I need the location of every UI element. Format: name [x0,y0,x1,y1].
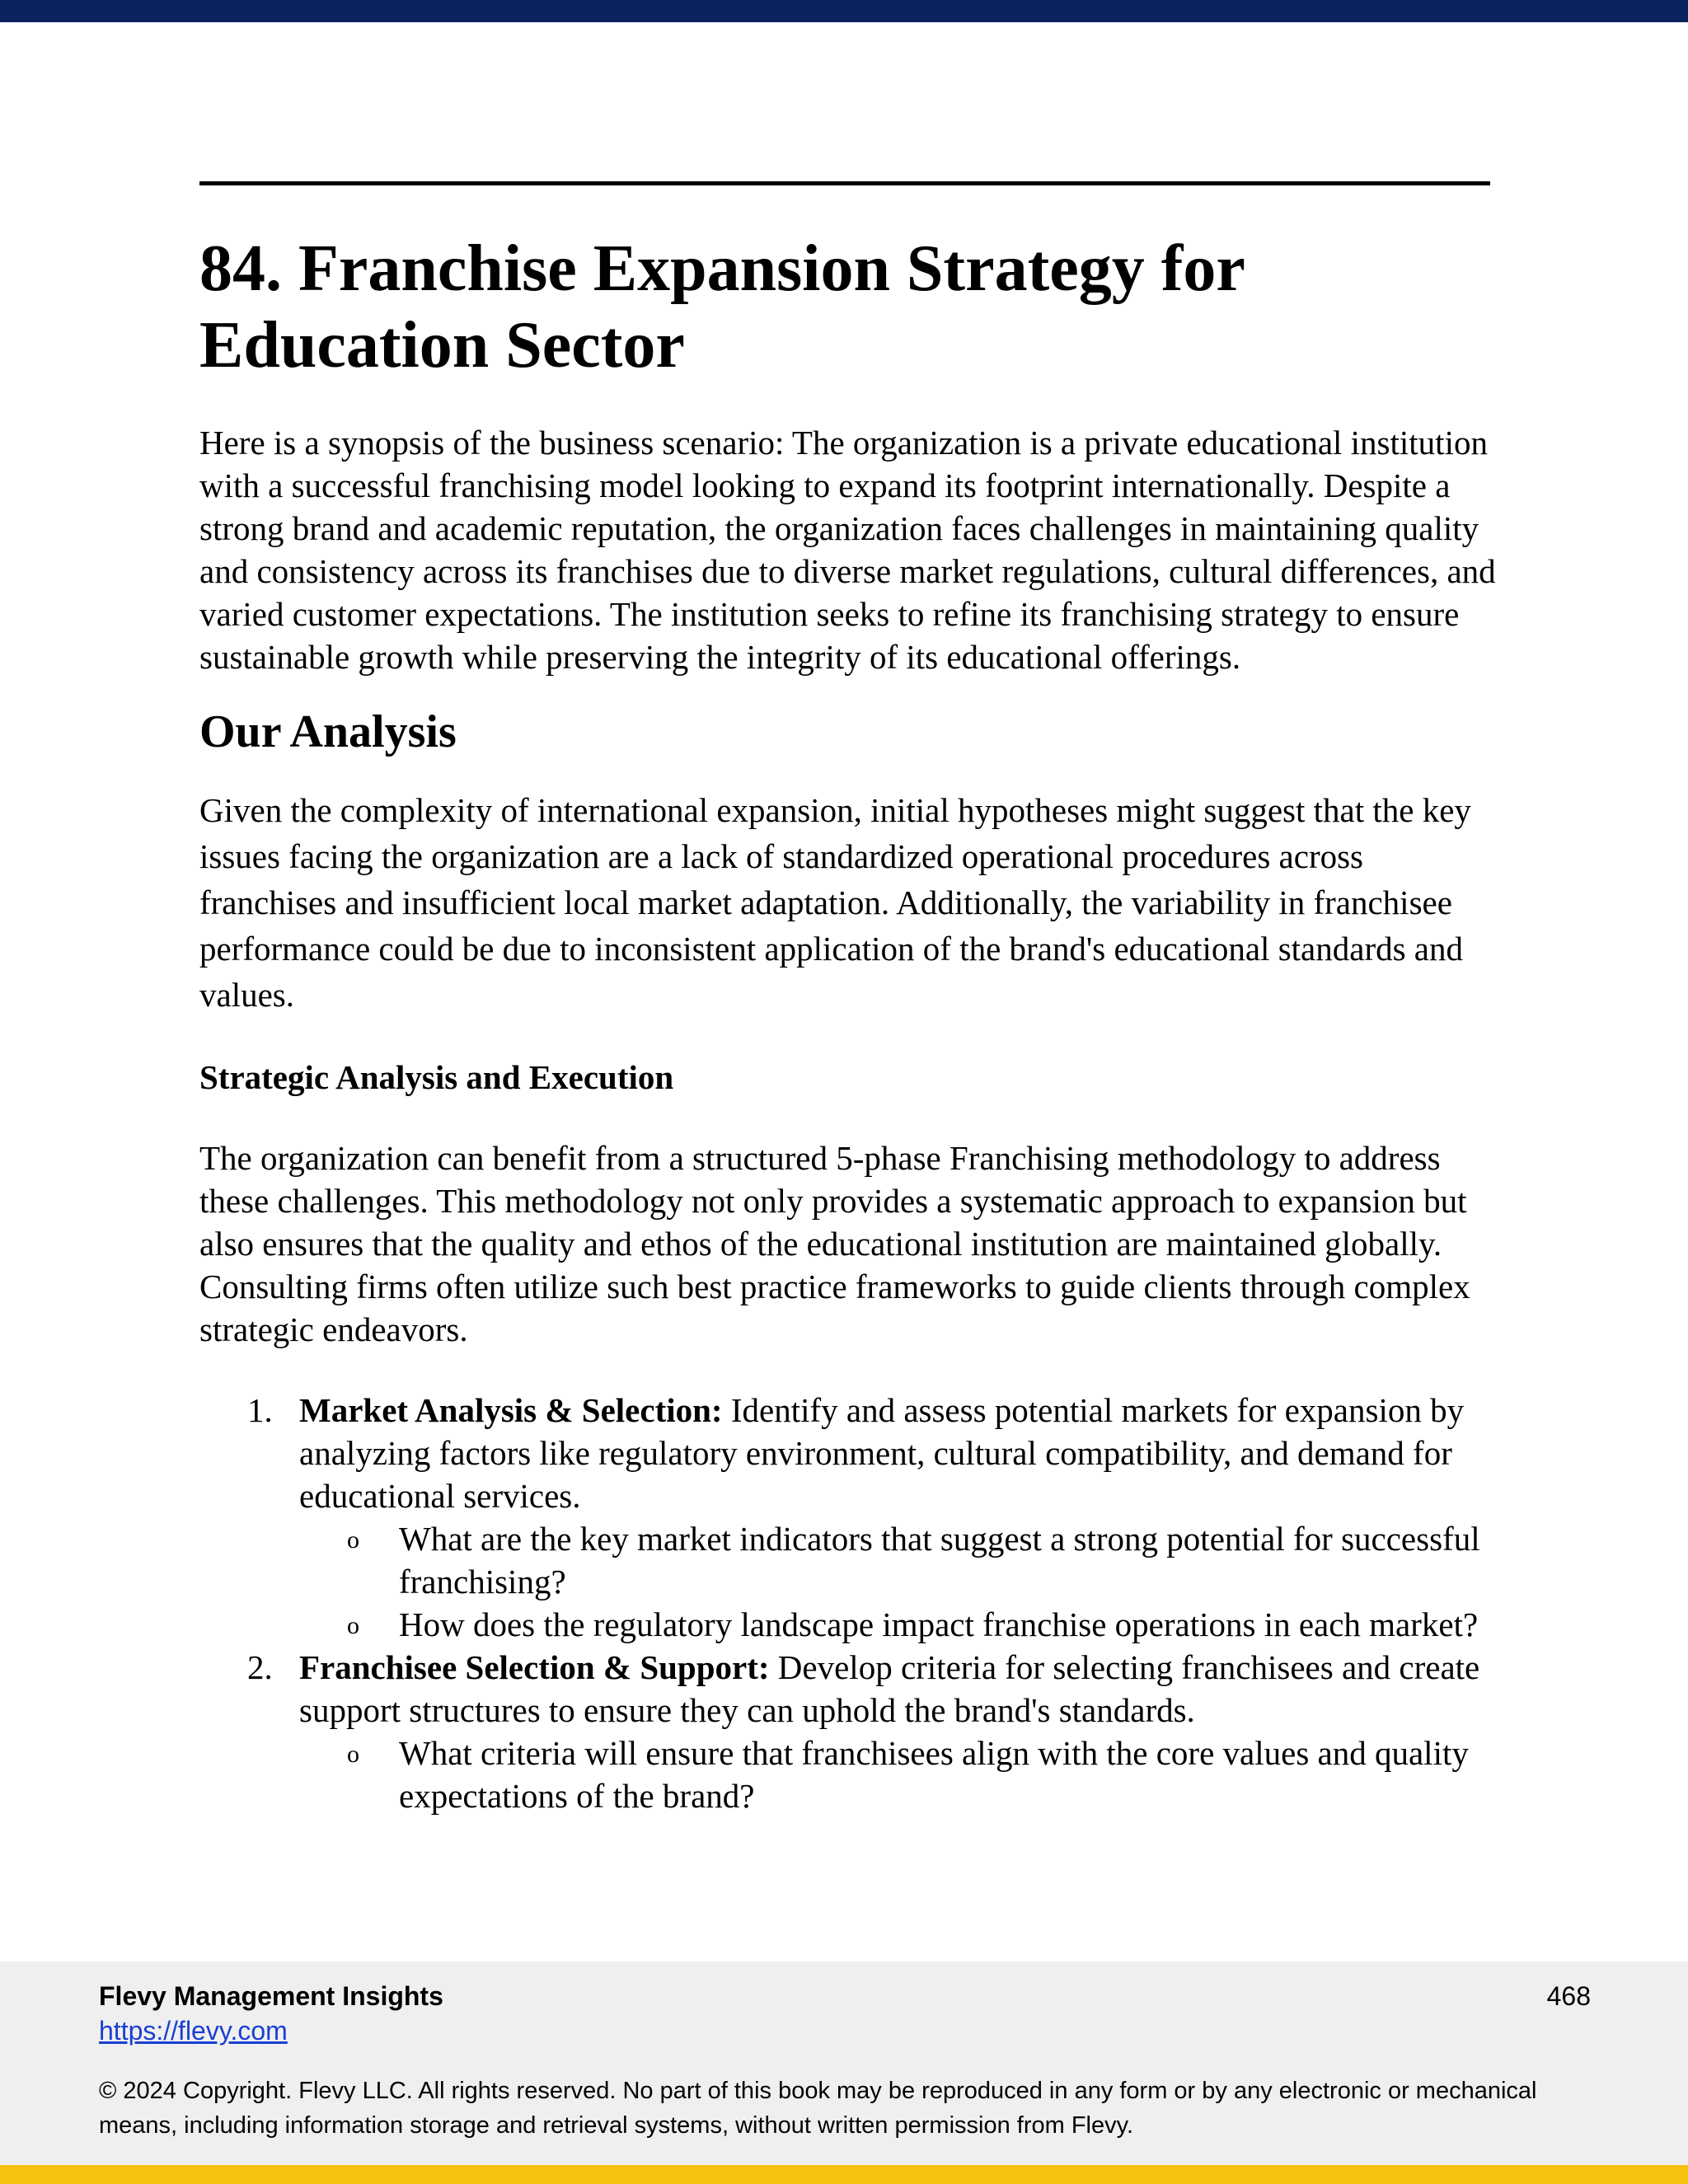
phase-list [199,1389,1502,1817]
circle-bullet-icon: o [347,1526,359,1554]
page-title: 84. Franchise Expansion Strategy for Education Sector [199,232,1245,382]
question-item [299,1517,1502,1603]
page-number: 468 [1546,1981,1591,2011]
top-color-bar [0,0,1688,22]
page-footer [0,1961,1688,2165]
analysis-paragraph: Given the complexity of international expansion, initial hypotheses might suggest that the key issues facing the organization are a lack of standardized operational procedures across franchises and insufficient local market adaptation. Additionally, the variability in franchisee performance could be due to inconsistent application of the brand's educational standards and values. [199,791,1471,1014]
phase-description: Develop criteria for selecting franchisees and create support structures to ensure they can uphold the brand's standards. [299,1648,1480,1729]
phase-item [199,1389,1502,1646]
phase-number: 2. [247,1648,273,1686]
question-item [299,1603,1502,1646]
strategic-heading: Strategic Analysis and Execution [199,1058,674,1096]
question-text: How does the regulatory landscape impact franchise operations in each market? [399,1605,1479,1643]
page-content [199,231,1502,1817]
question-list [299,1732,1502,1817]
title-divider [199,181,1490,185]
phase-name: Franchisee Selection & Support: [299,1648,770,1686]
copyright-notice: © 2024 Copyright. Flevy LLC. All rights reserved. No part of this book may be reproduced in any form or by any electronic or mechanical means, including information storage and retrieval systems, without written permission from Flevy. [99,2078,1537,2139]
question-item [299,1732,1502,1817]
phase-number: 1. [247,1391,273,1429]
synopsis-paragraph: Here is a synopsis of the business scenario: The organization is a private educational institution with a successful franchising model looking to expand its footprint internationally. Despite a strong brand and academic reputation, the organization faces challenges in maintaining quality and consistency across its franchises due to diverse market regulations, cultural differences, and varied customer expectations. The institution seeks to refine its franchising strategy to ensure sustainable growth while preserving the integrity of its educational offerings. [199,424,1496,676]
question-text: What criteria will ensure that franchisees align with the core values and quality expectations of the brand? [399,1734,1469,1815]
phase-name: Market Analysis & Selection: [299,1391,723,1429]
phase-item [199,1646,1502,1817]
footer-brand: Flevy Management Insights [99,1981,443,2011]
question-text: What are the key market indicators that suggest a strong potential for successful franchising? [399,1520,1480,1601]
strategic-paragraph: The organization can benefit from a structured 5-phase Franchising methodology to address these challenges. This methodology not only provides a systematic approach to expansion but also ensures that the quality and ethos of the educational institution are maintained globally. Consulting firms often utilize such best practice frameworks to guide clients through complex strategic endeavors. [199,1139,1470,1348]
bottom-color-bar [0,2165,1688,2184]
circle-bullet-icon: o [347,1612,359,1639]
question-list [299,1517,1502,1646]
analysis-heading: Our Analysis [199,706,457,757]
footer-website-link[interactable]: https://flevy.com [99,2016,288,2046]
phase-description: Identify and assess potential markets for expansion by analyzing factors like regulatory environment, cultural compatibility, and demand for educational services. [299,1391,1465,1515]
circle-bullet-icon: o [347,1741,359,1768]
